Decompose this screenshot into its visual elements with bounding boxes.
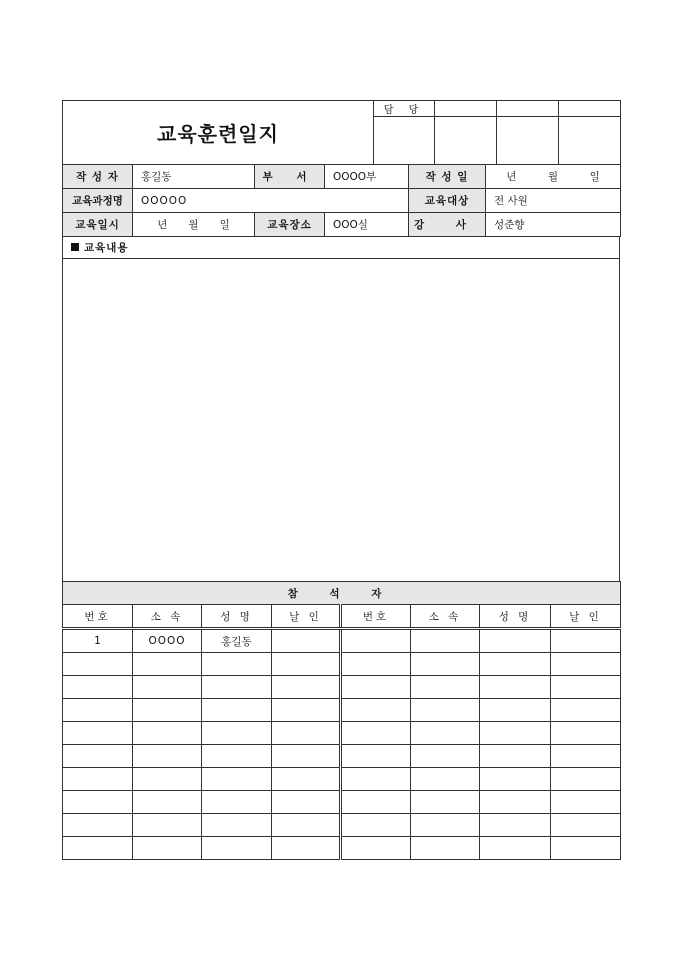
attendee-cell[interactable] — [411, 814, 480, 837]
attendee-cell[interactable] — [341, 699, 411, 722]
attendee-cell[interactable] — [480, 653, 551, 676]
attendee-cell[interactable] — [411, 699, 480, 722]
attendee-cell[interactable] — [202, 676, 272, 699]
place-label: 교육장소 — [255, 213, 325, 237]
header-affiliation-left: 소 속 — [133, 605, 202, 629]
instructor-field[interactable]: 성준향 — [486, 213, 621, 237]
attendee-row — [63, 722, 621, 745]
attendee-row — [63, 699, 621, 722]
header-name-right: 성 명 — [480, 605, 551, 629]
header-no-left: 번호 — [63, 605, 133, 629]
attendee-cell[interactable] — [551, 722, 621, 745]
attendee-cell[interactable] — [63, 814, 133, 837]
attendee-cell[interactable] — [411, 745, 480, 768]
approval-signature-2[interactable] — [435, 117, 497, 165]
attendee-cell[interactable] — [480, 676, 551, 699]
date-label: 작 성 일 — [409, 165, 486, 189]
attendee-cell[interactable] — [411, 653, 480, 676]
attendee-cell[interactable] — [133, 768, 202, 791]
attendee-no[interactable]: 1 — [63, 629, 133, 653]
approval-signature-1[interactable] — [374, 117, 435, 165]
attendee-no[interactable] — [341, 629, 411, 653]
attendee-cell[interactable] — [63, 699, 133, 722]
attendee-cell[interactable] — [551, 837, 621, 860]
attendee-cell[interactable] — [551, 814, 621, 837]
attendee-cell[interactable] — [480, 722, 551, 745]
place-field[interactable]: OOO실 — [325, 213, 409, 237]
attendee-cell[interactable] — [63, 722, 133, 745]
header-affiliation-right: 소 속 — [411, 605, 480, 629]
form-header — [62, 100, 621, 165]
attendee-cell[interactable] — [272, 745, 341, 768]
attendee-cell[interactable] — [133, 745, 202, 768]
header-seal-right: 날 인 — [551, 605, 621, 629]
attendee-row — [63, 837, 621, 860]
attendee-cell[interactable] — [133, 699, 202, 722]
approval-signature-4[interactable] — [559, 117, 621, 165]
attendee-cell[interactable] — [341, 722, 411, 745]
attendee-name[interactable]: 홍길동 — [202, 629, 272, 653]
square-bullet-icon — [71, 243, 79, 251]
attendee-cell[interactable] — [272, 791, 341, 814]
attendee-cell[interactable] — [63, 676, 133, 699]
attendee-cell[interactable] — [272, 722, 341, 745]
training-log-form — [62, 100, 620, 860]
author-label: 작 성 자 — [63, 165, 133, 189]
attendee-cell[interactable] — [202, 814, 272, 837]
dept-field[interactable]: OOOO부 — [325, 165, 409, 189]
attendee-name[interactable] — [480, 629, 551, 653]
approval-head-4 — [559, 101, 621, 117]
attendee-cell[interactable] — [551, 676, 621, 699]
attendee-cell[interactable] — [272, 653, 341, 676]
attendee-cell[interactable] — [341, 768, 411, 791]
attendee-cell[interactable] — [272, 837, 341, 860]
approval-signature-3[interactable] — [497, 117, 559, 165]
attendee-cell[interactable] — [341, 676, 411, 699]
attendee-title: 참 석 자 — [63, 582, 621, 605]
target-label: 교육대상 — [409, 189, 486, 213]
attendee-cell[interactable] — [411, 676, 480, 699]
header-name-left: 성 명 — [202, 605, 272, 629]
attendee-row — [63, 768, 621, 791]
attendee-cell[interactable] — [272, 676, 341, 699]
attendee-cell[interactable] — [480, 699, 551, 722]
course-field[interactable]: OOOOO — [133, 189, 409, 213]
attendee-cell[interactable] — [202, 653, 272, 676]
attendee-cell[interactable] — [551, 653, 621, 676]
attendee-cell[interactable] — [411, 791, 480, 814]
attendee-cell[interactable] — [480, 791, 551, 814]
attendee-cell[interactable] — [480, 837, 551, 860]
approval-head-3 — [497, 101, 559, 117]
attendee-cell[interactable] — [63, 791, 133, 814]
attendee-cell[interactable] — [411, 837, 480, 860]
content-section-label: 교육내용 — [84, 242, 129, 254]
attendee-cell[interactable] — [341, 837, 411, 860]
attendee-header-row — [63, 605, 621, 629]
header-no-right: 번호 — [341, 605, 411, 629]
attendee-cell[interactable] — [133, 653, 202, 676]
attendee-table — [62, 581, 621, 860]
attendee-row — [63, 745, 621, 768]
attendee-cell[interactable] — [133, 837, 202, 860]
instructor-label: 강 사 — [409, 213, 486, 237]
attendee-cell[interactable] — [480, 745, 551, 768]
attendee-row — [63, 629, 621, 653]
attendee-cell[interactable] — [480, 768, 551, 791]
attendee-cell[interactable] — [551, 768, 621, 791]
attendee-row — [63, 676, 621, 699]
attendee-cell[interactable] — [202, 837, 272, 860]
attendee-cell[interactable] — [272, 814, 341, 837]
attendee-cell[interactable] — [551, 791, 621, 814]
target-field[interactable]: 전 사원 — [486, 189, 621, 213]
attendee-cell[interactable] — [63, 745, 133, 768]
content-section-title — [63, 237, 620, 259]
attendee-cell[interactable] — [133, 722, 202, 745]
author-field[interactable]: 홍길동 — [133, 165, 255, 189]
course-label: 교육과정명 — [63, 189, 133, 213]
approval-label: 담 당 — [374, 101, 435, 117]
attendee-affiliation[interactable] — [411, 629, 480, 653]
attendee-cell[interactable] — [411, 722, 480, 745]
attendee-cell[interactable] — [202, 722, 272, 745]
approval-head-2 — [435, 101, 497, 117]
attendee-cell[interactable] — [133, 814, 202, 837]
attendee-row — [63, 653, 621, 676]
attendee-cell[interactable] — [551, 699, 621, 722]
datetime-label: 교육일시 — [63, 213, 133, 237]
attendee-cell[interactable] — [202, 745, 272, 768]
attendee-cell[interactable] — [63, 653, 133, 676]
date-field[interactable]: 년 월 일 — [486, 165, 621, 189]
attendee-cell[interactable] — [202, 768, 272, 791]
attendee-row — [63, 791, 621, 814]
attendee-cell[interactable] — [341, 745, 411, 768]
attendee-cell[interactable] — [202, 699, 272, 722]
datetime-field[interactable]: 년 월 일 — [133, 213, 255, 237]
info-table — [62, 164, 621, 237]
attendee-cell[interactable] — [551, 745, 621, 768]
attendee-cell[interactable] — [411, 768, 480, 791]
attendee-seal[interactable] — [551, 629, 621, 653]
content-body-area[interactable] — [63, 259, 620, 582]
form-title: 교육훈련일지 — [63, 101, 374, 165]
content-table — [62, 236, 620, 582]
attendee-affiliation[interactable]: OOOO — [133, 629, 202, 653]
attendee-cell[interactable] — [133, 791, 202, 814]
attendee-cell[interactable] — [272, 699, 341, 722]
attendee-cell[interactable] — [202, 791, 272, 814]
attendee-cell[interactable] — [341, 791, 411, 814]
attendee-cell[interactable] — [341, 653, 411, 676]
attendee-seal[interactable] — [272, 629, 341, 653]
attendee-cell[interactable] — [63, 837, 133, 860]
attendee-cell[interactable] — [133, 676, 202, 699]
dept-label: 부 서 — [255, 165, 325, 189]
attendee-row — [63, 814, 621, 837]
header-seal-left: 날 인 — [272, 605, 341, 629]
attendee-cell[interactable] — [480, 814, 551, 837]
attendee-cell[interactable] — [341, 814, 411, 837]
attendee-cell[interactable] — [272, 768, 341, 791]
attendee-cell[interactable] — [63, 768, 133, 791]
